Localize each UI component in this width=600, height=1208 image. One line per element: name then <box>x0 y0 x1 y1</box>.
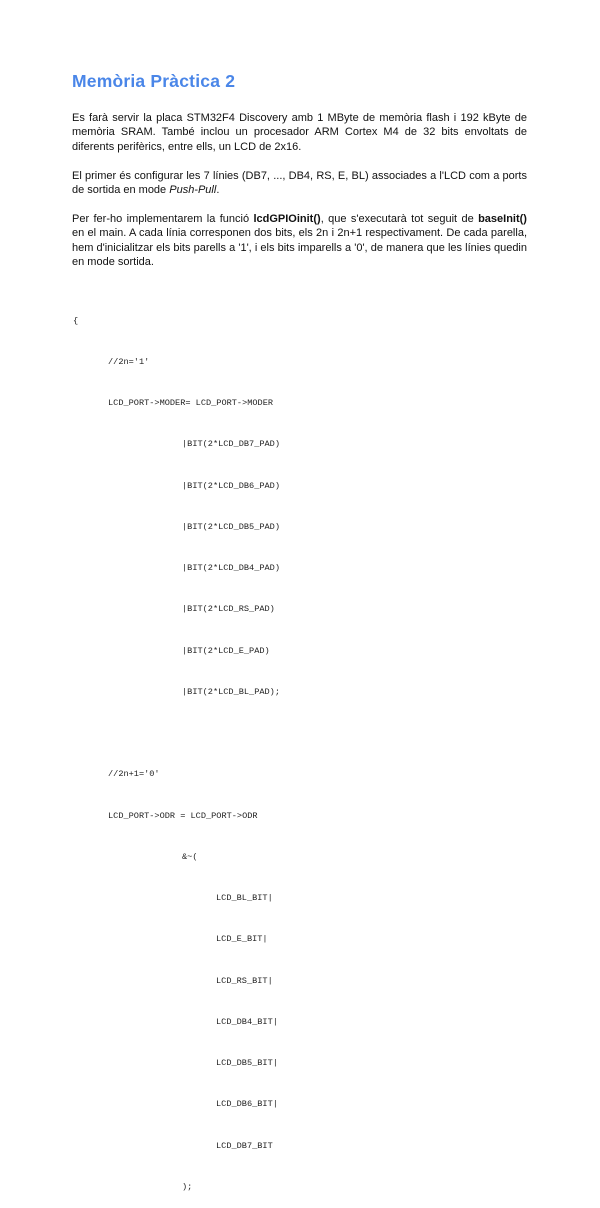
code-line: |BIT(2*LCD_E_PAD) <box>182 645 270 656</box>
implementation-paragraph <box>72 212 527 270</box>
code-line: |BIT(2*LCD_DB6_PAD) <box>182 480 280 491</box>
config-paragraph <box>72 169 527 198</box>
code-line: LCD_DB4_BIT| <box>216 1016 278 1027</box>
push-pull-term: Push-Pull <box>169 184 217 197</box>
code-comment: //2n+1='0' <box>108 769 160 780</box>
code-line: { <box>73 315 79 326</box>
code-line: &~( <box>182 851 198 862</box>
code-line: LCD_DB6_BIT| <box>216 1099 278 1110</box>
code-line: LCD_RS_BIT| <box>216 975 273 986</box>
code-comment: //2n='1' <box>108 356 150 367</box>
code-line: |BIT(2*LCD_RS_PAD) <box>182 604 275 615</box>
function-name: baseInit() <box>478 213 527 225</box>
code-line: LCD_PORT->MODER= LCD_PORT->MODER <box>108 398 274 408</box>
code-line: LCD_DB5_BIT| <box>216 1058 278 1068</box>
text: Per fer-ho implementarem la funció <box>72 213 254 225</box>
code-line: LCD_E_BIT| <box>216 934 268 945</box>
code-block <box>0 287 280 1208</box>
intro-paragraph: Es farà servir la placa STM32F4 Discovery amb 1 MByte de memòria flash i 192 kByte de memòria SRAM. També inclou un procesador ARM Cortex M4 de 32 bits envoltats de diferents perifèrics, entre ells, un LCD de 2x16. <box>72 112 527 153</box>
text: El primer és configurar les 7 línies (DB7, ..., DB4, RS, E, BL) associades a l'LCD com a ports de sortida en mode <box>72 170 527 197</box>
code-line: ); <box>182 1181 193 1192</box>
text: . <box>216 184 220 197</box>
code-blank-line <box>0 727 280 741</box>
text: , que s'executarà tot seguit de <box>320 213 479 225</box>
code-line: |BIT(2*LCD_DB7_PAD) <box>182 439 280 450</box>
text: en el main. A cada línia corresponen dos bits, els 2n i 2n+1 respectivament. De cada parella, hem d'inicialitzar els bits parells a '1', i els bits imparells a '0', de manera que les línies quedin en mode sortida. <box>72 227 527 269</box>
code-line: |BIT(2*LCD_DB4_PAD) <box>182 563 280 573</box>
code-line: |BIT(2*LCD_DB5_PAD) <box>182 521 280 532</box>
code-line: LCD_BL_BIT| <box>216 893 273 903</box>
code-line: LCD_PORT->ODR = LCD_PORT->ODR <box>108 810 258 821</box>
code-line: LCD_DB7_BIT <box>216 1140 273 1151</box>
page-title: Memòria Pràctica 2 <box>72 71 236 91</box>
function-name: lcdGPIOinit() <box>253 213 321 225</box>
code-line: |BIT(2*LCD_BL_PAD); <box>182 686 280 697</box>
